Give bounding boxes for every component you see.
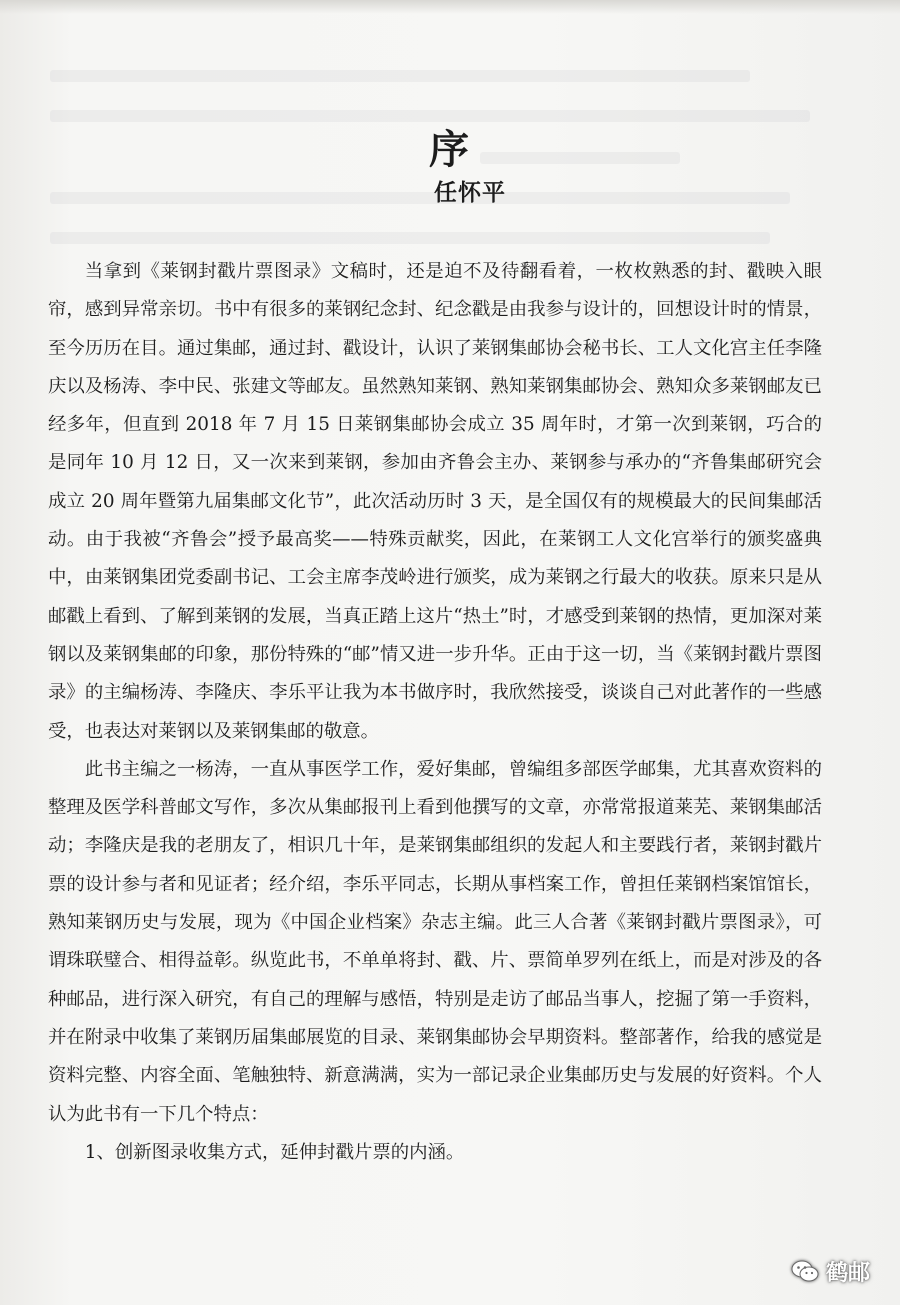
author-name: 任怀平 bbox=[434, 179, 506, 206]
show-through-line bbox=[50, 232, 770, 244]
wechat-icon bbox=[790, 1259, 820, 1285]
paragraph: 此书主编之一杨涛，一直从事医学工作，爱好集邮，曾编组多部医学邮集，尤其喜欢资料的整理及医学科普邮文写作，多次从集邮报刊上看到他撰写的文章，亦常常报道莱芜、莱钢集邮活动；李隆庆是我的老朋友了，相识几十年，是莱钢集邮组织的发起人和主要践行者，莱钢封戳片票的设计参与者和见证者；经介绍，李乐平同志，长期从事档案工作，曾担任莱钢档案馆馆长，熟知莱钢历史与发展，现为《中国企业档案》杂志主编。此三人合著《莱钢封戳片票图录》，可谓珠联璧合、相得益彰。纵览此书，不单单将封、戳、片、票简单罗列在纸上，而是对涉及的各种邮品，进行深入研究，有自己的理解与感悟，特别是走访了邮品当事人，挖掘了第一手资料，并在附录中收集了莱钢历届集邮展览的目录、莱钢集邮协会早期资料。整部著作，给我的感觉是资料完整、内容全面、笔触独特、新意满满，实为一部记录企业集邮历史与发展的好资料。个人认为此书有一下几个特点： bbox=[48, 758, 822, 1125]
show-through-line bbox=[50, 70, 750, 82]
watermark bbox=[790, 1256, 870, 1287]
paragraph: 1、创新图录收集方式，延伸封戳片票的内涵。 bbox=[84, 1141, 465, 1163]
body-text bbox=[48, 253, 822, 1172]
paragraph: 当拿到《莱钢封戳片票图录》文稿时，还是迫不及待翻看着，一枚枚熟悉的封、戳映入眼帘，感到异常亲切。书中有很多的莱钢纪念封、纪念戳是由我参与设计的，回想设计时的情景，至今历历在目。通过集邮，通过封、戳设计，认识了莱钢集邮协会秘书长、工人文化宫主任李隆庆以及杨涛、李中民、张建文等邮友。虽然熟知莱钢、熟知莱钢集邮协会、熟知众多莱钢邮友已经多年，但直到 2018 年 7 月 15 日莱钢集邮协会成立 35 周年时，才第一次到莱钢，巧合的是同年 10 月 12 日，又一次来到莱钢，参加由齐鲁会主办、莱钢参与承办的“齐鲁集邮研究会成立 20 周年暨第九届集邮文化节”，此次活动历时 3 天，是全国仅有的规模最大的民间集邮活动。由于我被“齐鲁会”授予最高奖——特殊贡献奖，因此，在莱钢工人文化宫举行的颁奖盛典中，由莱钢集团党委副书记、工会主席李茂岭进行颁奖，成为莱钢之行最大的收获。原来只是从邮戳上看到、了解到莱钢的发展，当真正踏上这片“热土”时，才感受到莱钢的热情，更加深对莱钢以及莱钢集邮的印象，那份特殊的“邮”情又进一步升华。正由于这一切，当《莱钢封戳片票图录》的主编杨涛、李隆庆、李乐平让我为本书做序时，我欣然接受，谈谈自己对此著作的一些感受，也表达对莱钢以及莱钢集邮的敬意。 bbox=[48, 261, 822, 742]
watermark-text: 鹤邮 bbox=[825, 1261, 870, 1286]
page-top-edge bbox=[0, 0, 900, 14]
page-title: 序 bbox=[429, 126, 471, 173]
